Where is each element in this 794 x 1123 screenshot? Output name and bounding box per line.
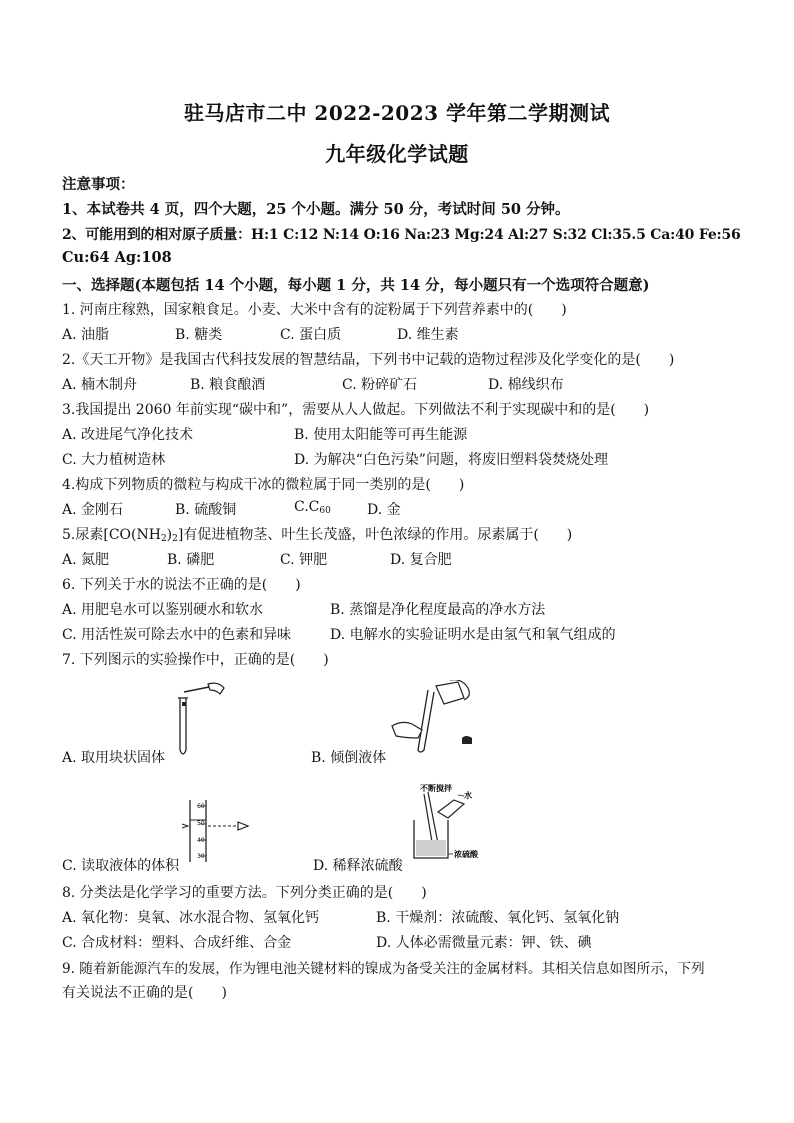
notice-item-2: 2、可能用到的相对原子质量：H:1 C:12 N:14 O:16 Na:23 Mg:24 Al:27 S:32 Cl:35.5 Ca:40 Fe:56	[62, 227, 741, 243]
question-1-option-c: C. 蛋白质	[280, 327, 342, 343]
question-3-option-a: A. 改进尾气净化技术	[62, 427, 194, 443]
question-3-option-b: B. 使用太阳能等可再生能源	[294, 427, 468, 443]
question-5-option-c: C. 钾肥	[280, 552, 328, 568]
question-8-option-a: A. 氧化物：臭氧、冰水混合物、氢氧化钙	[62, 910, 320, 926]
question-5-option-a: A. 氮肥	[62, 552, 110, 568]
question-4-option-c-text: C.C	[294, 499, 320, 515]
question-9-stem-cont: 有关说法不正确的是( )	[62, 985, 227, 1001]
cylinder-tick-50: 50	[197, 820, 205, 827]
cylinder-tick-60: 60	[197, 803, 205, 810]
question-1-stem: 1. 河南庄稼熟，国家粮食足。小麦、大米中含有的淀粉属于下列营养素中的( )	[62, 302, 567, 318]
question-6-option-d: D. 电解水的实验证明水是由氢气和氧气组成的	[330, 627, 616, 643]
notice-item-2-cont: Cu:64 Ag:108	[62, 249, 172, 266]
figure-label-stir: 不断搅拌	[420, 784, 452, 793]
figure-label-acid: 浓硫酸	[454, 850, 478, 859]
question-1-option-b: B. 糖类	[175, 327, 223, 343]
question-2-option-b: B. 粮食酿酒	[190, 377, 266, 393]
question-7-option-c: C. 读取液体的体积	[62, 858, 180, 874]
question-5-stem-end: ]有促进植物茎、叶生长茂盛，叶色浓绿的作用。尿素属于( )	[177, 527, 573, 543]
question-7-option-b: B. 倾倒液体	[311, 750, 387, 766]
exam-subtitle: 九年级化学试题	[325, 142, 469, 166]
question-6-option-c: C. 用活性炭可除去水中的色素和异味	[62, 627, 292, 643]
question-8-option-c: C. 合成材料：塑料、合成纤维、合金	[62, 935, 292, 951]
question-5-option-d: D. 复合肥	[390, 552, 452, 568]
question-2-option-a: A. 楠木制舟	[62, 377, 138, 393]
question-2-option-d: D. 棉线织布	[488, 377, 564, 393]
pouring-liquid-figure	[388, 680, 488, 760]
question-2-option-c: C. 粉碎矿石	[342, 377, 418, 393]
question-4-option-c-subscript: 60	[319, 506, 331, 516]
question-3-stem: 3.我国提出 2060 年前实现“碳中和”，需要从人人做起。下列做法不利于实现碳中和的是( )	[62, 402, 650, 418]
question-1-option-a: A. 油脂	[62, 327, 110, 343]
section-1-heading: 一、选择题(本题包括 14 个小题，每小题 1 分，共 14 分，每小题只有一个选项符合题意)	[62, 277, 650, 294]
question-9-stem: 9. 随着新能源汽车的发展，作为锂电池关键材料的镍成为备受关注的金属材料。其相关信息如图所示，下列	[62, 961, 705, 977]
question-4-option-d: D. 金	[367, 502, 401, 518]
exam-title: 驻马店市二中 2022-2023 学年第二学期测试	[183, 101, 611, 125]
question-5-stem-mid: )	[166, 527, 173, 543]
question-1-option-d: D. 维生素	[397, 327, 459, 343]
question-4-option-b: B. 硫酸铜	[175, 502, 237, 518]
graduated-cylinder-figure	[180, 800, 260, 864]
question-5-stem	[62, 524, 572, 544]
question-4-option-c	[294, 499, 331, 516]
question-7-stem: 7. 下列图示的实验操作中，正确的是( )	[62, 652, 329, 668]
question-3-option-c: C. 大力植树造林	[62, 452, 166, 468]
question-8-option-d: D. 人体必需微量元素：钾、铁、碘	[376, 935, 592, 951]
question-8-option-b: B. 干燥剂：浓硫酸、氧化钙、氢氧化钠	[376, 910, 620, 926]
question-5-option-b: B. 磷肥	[167, 552, 215, 568]
question-6-option-b: B. 蒸馏是净化程度最高的净水方法	[330, 602, 546, 618]
question-6-option-a: A. 用肥皂水可以鉴别硬水和软水	[62, 602, 264, 618]
question-7-option-d: D. 稀释浓硫酸	[313, 858, 403, 874]
question-3-option-d: D. 为解决“白色污染”问题，将废旧塑料袋焚烧处理	[294, 452, 608, 468]
figure-label-water: 水	[464, 791, 472, 800]
question-4-stem: 4.构成下列物质的微粒与构成干冰的微粒属于同一类别的是( )	[62, 477, 465, 493]
question-7-option-a: A. 取用块状固体	[62, 750, 166, 766]
notice-item-1: 1、本试卷共 4 页，四个大题，25 个小题。满分 50 分，考试时间 50 分钟。	[62, 201, 570, 218]
test-tube-solid-figure	[170, 682, 230, 762]
question-8-stem: 8. 分类法是化学学习的重要方法。下列分类正确的是( )	[62, 885, 427, 901]
question-2-stem: 2.《天工开物》是我国古代科技发展的智慧结晶，下列书中记载的造物过程涉及化学变化的是( )	[62, 352, 675, 368]
question-5-stem-pre: 5.尿素[CO(NH	[62, 527, 161, 543]
question-5-subscript-2: 2	[172, 534, 178, 544]
notice-heading: 注意事项：	[62, 176, 135, 193]
cylinder-tick-40: 40	[197, 837, 205, 844]
cylinder-tick-30: 30	[197, 853, 205, 860]
question-4-option-a: A. 金刚石	[62, 502, 124, 518]
diluting-acid-figure	[398, 782, 498, 864]
question-6-stem: 6. 下列关于水的说法不正确的是( )	[62, 577, 301, 593]
question-5-subscript-1: 2	[160, 534, 167, 544]
